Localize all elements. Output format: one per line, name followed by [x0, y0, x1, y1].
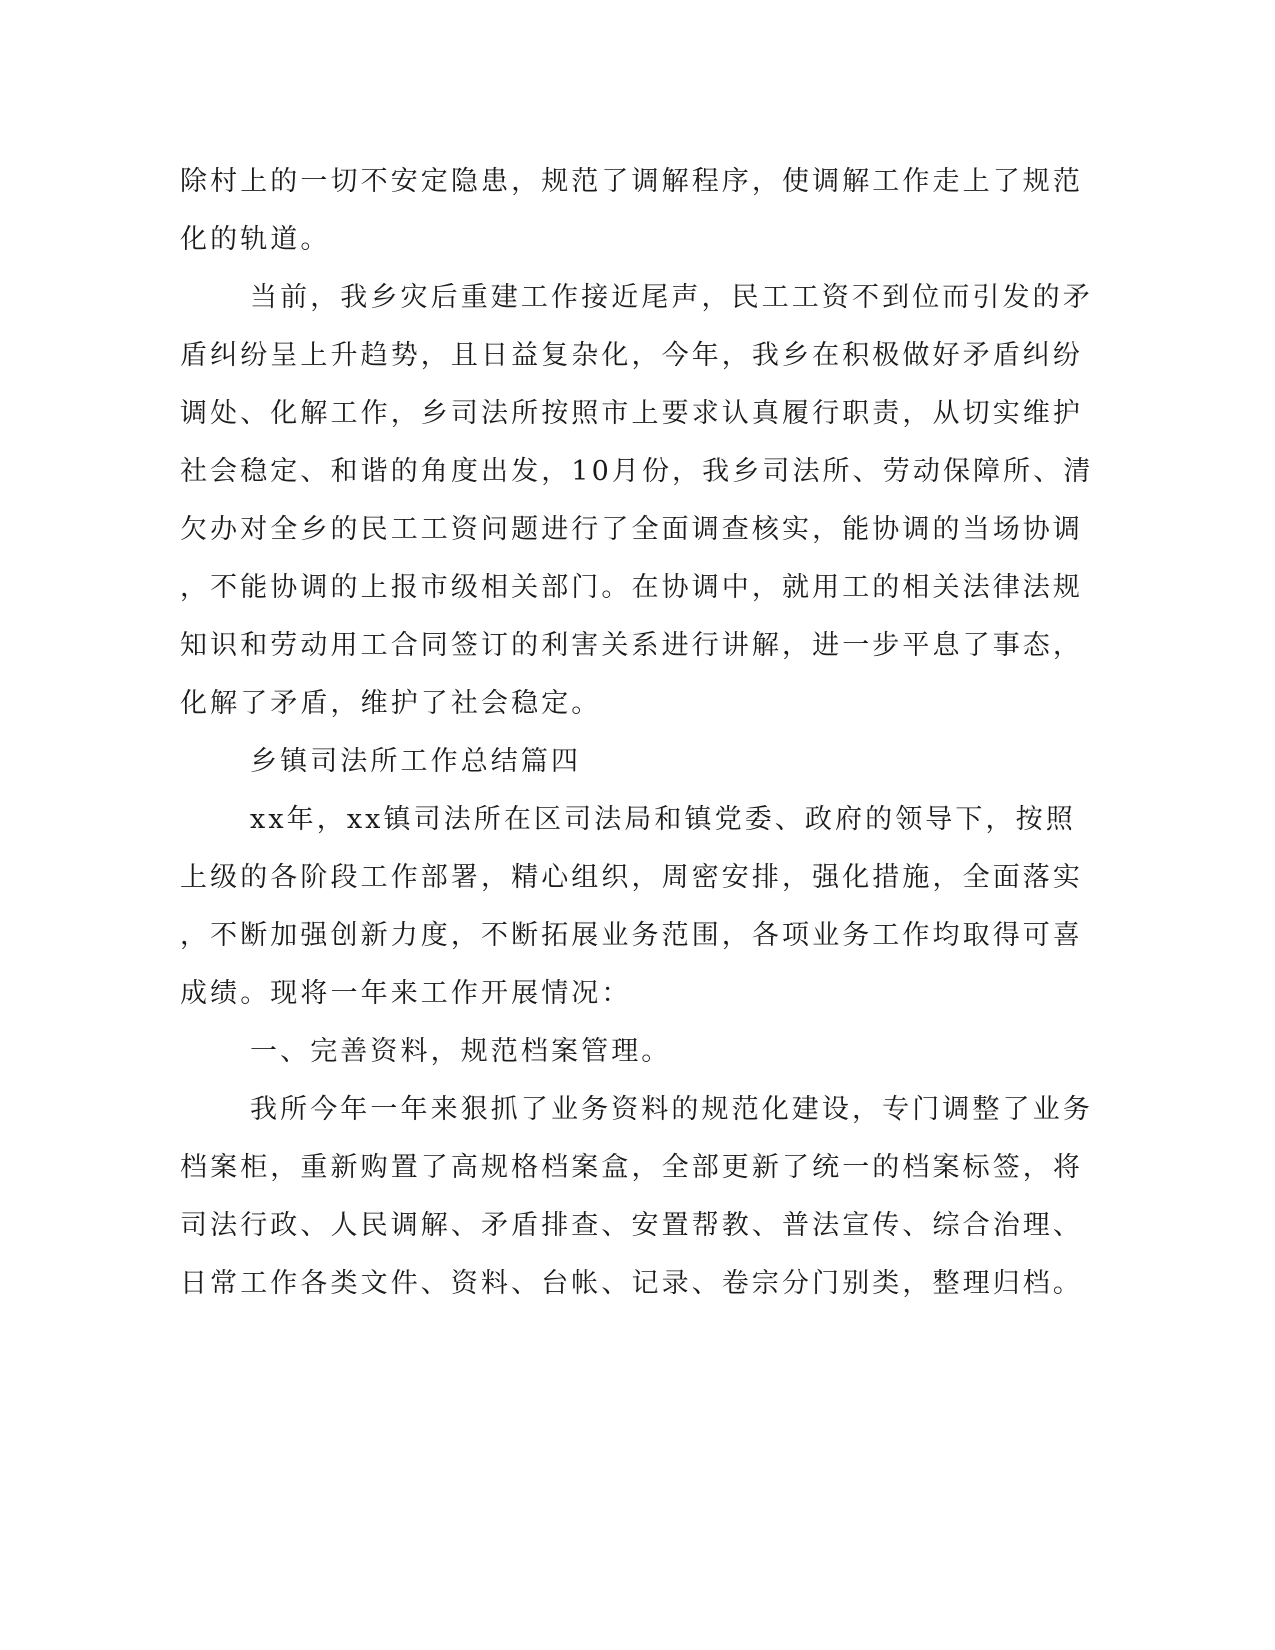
text-line: 化解了矛盾，维护了社会稳定。 [180, 688, 602, 719]
text-line: 社会稳定、和谐的角度出发，10月份，我乡司法所、劳动保障所、清 [180, 456, 1094, 487]
text-line: 上级的各阶段工作部署，精心组织，周密安排，强化措施，全面落实 [180, 862, 1083, 893]
text-line: 成绩。现将一年来工作开展情况： [180, 978, 632, 1009]
text-line: 知识和劳动用工合同签订的利害关系进行讲解，进一步平息了事态， [180, 630, 1083, 661]
text-line: 化的轨道。 [180, 224, 331, 255]
subsection-heading: 一、完善资料，规范档案管理。 [250, 1036, 672, 1067]
text-line: ，不断加强创新力度，不断拓展业务范围，各项业务工作均取得可喜 [180, 920, 1083, 951]
text-line: 欠办对全乡的民工工资问题进行了全面调查核实，能协调的当场协调 [180, 514, 1083, 545]
section-heading: 乡镇司法所工作总结篇四 [250, 746, 582, 777]
text-line: 除村上的一切不安定隐患，规范了调解程序，使调解工作走上了规范 [180, 166, 1083, 197]
text-line: 调处、化解工作，乡司法所按照市上要求认真履行职责，从切实维护 [180, 398, 1083, 429]
paragraph-first-line: 当前，我乡灾后重建工作接近尾声，民工工资不到位而引发的矛 [250, 282, 1093, 313]
text-line: 盾纠纷呈上升趋势，且日益复杂化，今年，我乡在积极做好矛盾纠纷 [180, 340, 1083, 371]
text-line: ，不能协调的上报市级相关部门。在协调中，就用工的相关法律法规 [180, 572, 1083, 603]
text-line: 档案柜，重新购置了高规格档案盒，全部更新了统一的档案标签，将 [180, 1152, 1083, 1183]
text-line: 司法行政、人民调解、矛盾排查、安置帮教、普法宣传、综合治理、 [180, 1210, 1083, 1241]
text-line: 日常工作各类文件、资料、台帐、记录、卷宗分门别类，整理归档。 [180, 1268, 1083, 1299]
paragraph-first-line: xx年，xx镇司法所在区司法局和镇党委、政府的领导下，按照 [250, 804, 1076, 835]
paragraph-first-line: 我所今年一年来狠抓了业务资料的规范化建设，专门调整了业务 [250, 1094, 1093, 1125]
